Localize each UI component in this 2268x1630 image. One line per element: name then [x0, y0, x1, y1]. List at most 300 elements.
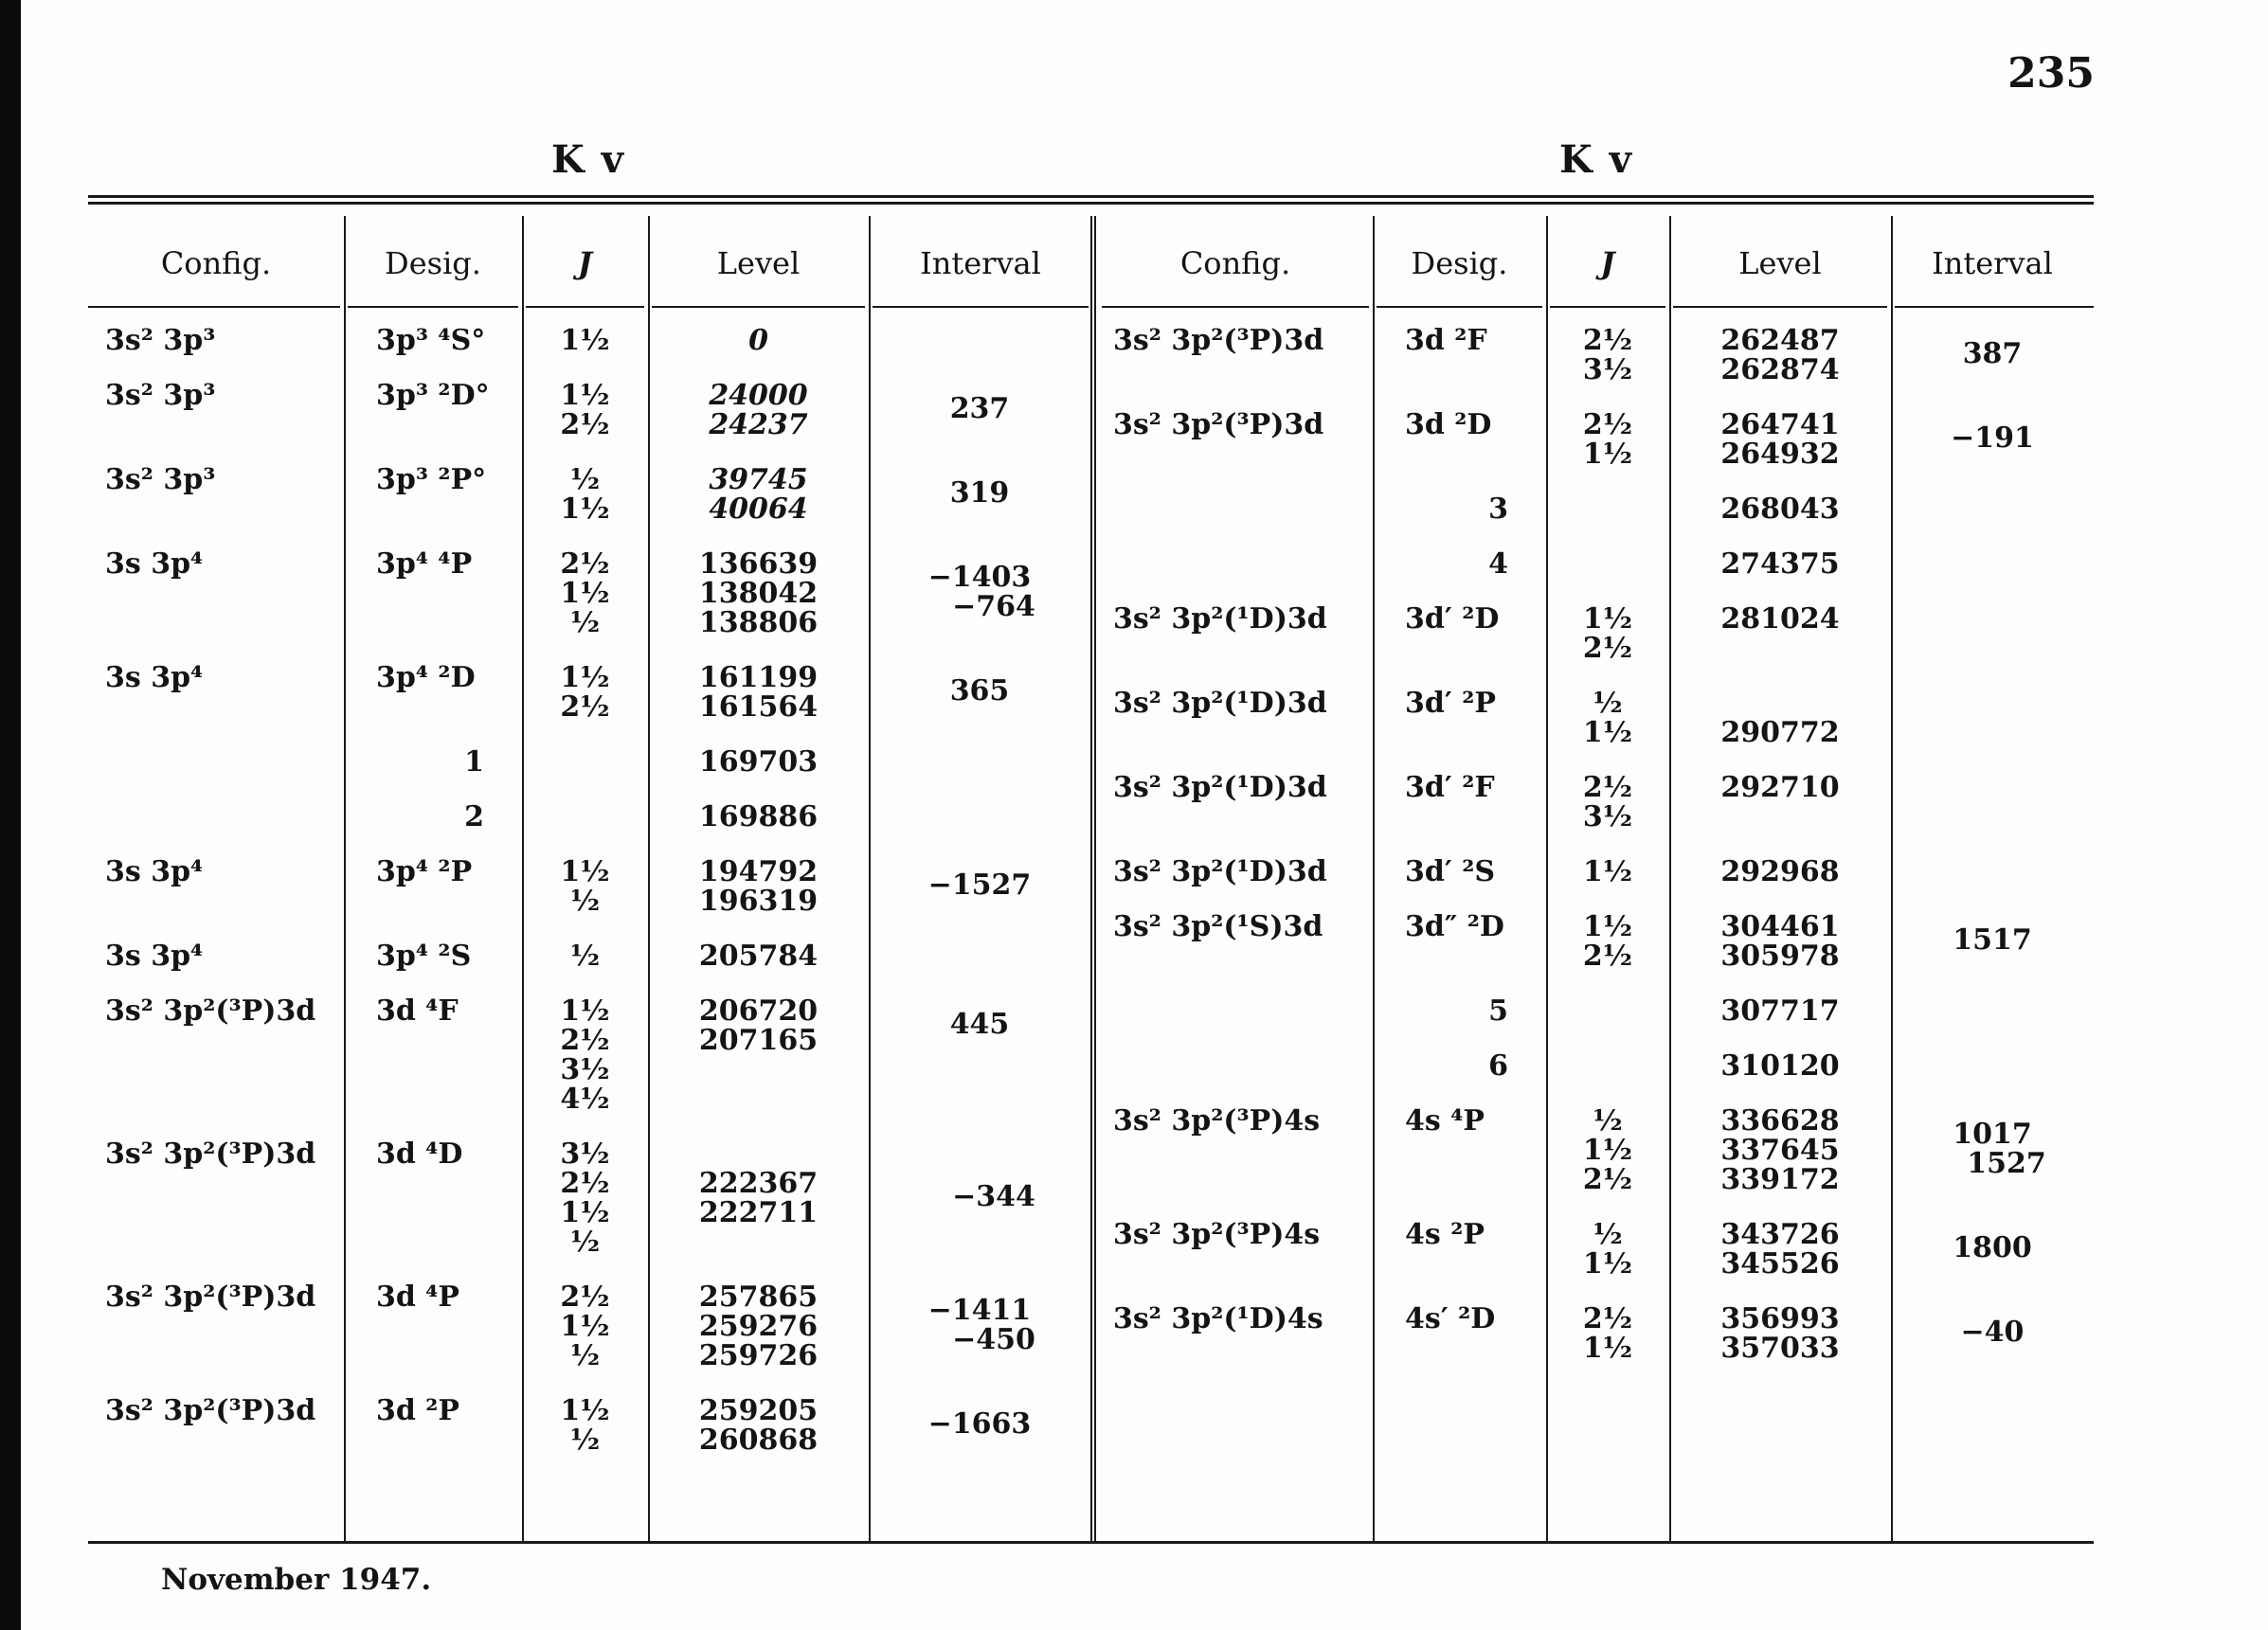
- j-value: 1½: [560, 493, 610, 526]
- j-value: ½: [569, 940, 601, 973]
- level-cell: [1669, 549, 1891, 579]
- header-underline: [88, 306, 340, 308]
- j-cell: [1546, 689, 1669, 747]
- j-value: 3½: [560, 1137, 610, 1171]
- interval-cell: [869, 996, 1090, 1114]
- j-value: 1½: [1582, 855, 1633, 888]
- config-cell: 3s² 3p³: [105, 324, 216, 357]
- left-table-body: [88, 326, 1090, 1529]
- level-value: 169703: [698, 745, 819, 779]
- j-value: 1½: [560, 577, 610, 610]
- j-value: 2½: [1582, 632, 1633, 665]
- header-underline: [1377, 306, 1542, 308]
- table-row: [1096, 773, 2094, 832]
- header-underline: [1673, 306, 1887, 308]
- desig-cell: 3d′ ²P: [1405, 687, 1496, 720]
- interval-value: −764: [952, 590, 1035, 623]
- j-value: ½: [569, 885, 601, 918]
- level-value: 206720: [698, 994, 819, 1028]
- j-value: ½: [569, 1424, 601, 1457]
- j-value: 3½: [560, 1053, 610, 1086]
- level-value: 24237: [709, 408, 808, 441]
- desig-cell: 3d ⁴F: [376, 994, 459, 1028]
- interval-cell: [1891, 549, 2094, 579]
- level-value: 161199: [698, 661, 819, 694]
- j-cell: [522, 1396, 648, 1455]
- table-row: [1096, 549, 2094, 579]
- level-value: 304461: [1720, 910, 1840, 943]
- interval-cell: [1891, 996, 2094, 1026]
- header-underline: [1895, 306, 2094, 308]
- interval-cell: [1891, 1106, 2094, 1194]
- j-cell: [522, 802, 648, 832]
- level-cell: [648, 802, 869, 832]
- interval-value: −1663: [927, 1407, 1032, 1441]
- level-value: 339172: [1720, 1163, 1840, 1196]
- interval-cell: [1891, 1304, 2094, 1363]
- table-row: [88, 663, 1090, 722]
- level-value: 357033: [1720, 1332, 1840, 1365]
- desig-cell: 3d′ ²D: [1405, 602, 1500, 636]
- level-value: 264932: [1720, 438, 1840, 471]
- j-cell: [522, 465, 648, 524]
- level-cell: [648, 747, 869, 777]
- j-value: 1½: [560, 1394, 610, 1427]
- level-value: 345526: [1720, 1247, 1840, 1281]
- level-value: 307717: [1720, 994, 1840, 1028]
- interval-cell: [869, 1282, 1090, 1370]
- j-cell: [1546, 1220, 1669, 1279]
- j-cell: [1546, 494, 1669, 524]
- j-value: 1½: [560, 661, 610, 694]
- table-row: [1096, 689, 2094, 747]
- interval-cell: [869, 381, 1090, 439]
- j-value: ½: [569, 463, 601, 496]
- level-cell: [1669, 1220, 1891, 1279]
- level-value: 257865: [698, 1281, 819, 1314]
- desig-cell: 3p⁴ ²P: [376, 855, 473, 888]
- j-value: ½: [1593, 687, 1623, 720]
- level-cell: [648, 663, 869, 722]
- level-cell: [1669, 912, 1891, 971]
- desig-cell: 5: [1488, 994, 1508, 1028]
- desig-cell: 4s ⁴P: [1405, 1104, 1485, 1137]
- right-table-title: K v: [1559, 137, 1633, 182]
- table-row: [1096, 1220, 2094, 1279]
- j-cell: [1546, 996, 1669, 1026]
- j-value: 1½: [560, 994, 610, 1028]
- interval-value: 1017: [1953, 1118, 2032, 1151]
- config-cell: 3s 3p⁴: [105, 547, 204, 581]
- j-value: 1½: [1582, 716, 1633, 749]
- interval-cell: [1891, 1220, 2094, 1279]
- level-value: 356993: [1720, 1302, 1840, 1335]
- j-value: 1½: [560, 324, 610, 357]
- config-cell: 3s² 3p²(³P)3d: [1113, 408, 1324, 441]
- j-value: 2½: [560, 1024, 610, 1057]
- table-top-rule: [88, 195, 2094, 205]
- j-value: 1½: [1582, 1332, 1633, 1365]
- desig-cell: 1: [464, 745, 484, 779]
- j-cell: [522, 1139, 648, 1257]
- desig-cell: 3: [1488, 493, 1508, 526]
- level-value: 196319: [698, 885, 819, 918]
- interval-value: 237: [949, 392, 1010, 425]
- interval-cell: [1891, 689, 2094, 747]
- level-cell: [648, 857, 869, 916]
- j-value: 1½: [1582, 910, 1633, 943]
- header-interval-left: Interval: [920, 245, 1041, 281]
- header-underline: [526, 306, 644, 308]
- desig-cell: 3d ⁴D: [376, 1137, 463, 1171]
- j-cell: [1546, 857, 1669, 887]
- j-cell: [1546, 1051, 1669, 1081]
- level-value: 290772: [1720, 716, 1840, 749]
- header-level-left: Level: [716, 245, 801, 281]
- j-value: 1½: [1582, 1247, 1633, 1281]
- j-value: 4½: [560, 1083, 610, 1116]
- config-cell: 3s² 3p²(¹S)3d: [1113, 910, 1323, 943]
- level-cell: [648, 326, 869, 355]
- right-rows: [1096, 326, 2094, 1388]
- header-desig-right: Desig.: [1411, 245, 1508, 281]
- j-value: 1½: [560, 379, 610, 412]
- config-cell: 3s 3p⁴: [105, 940, 204, 973]
- table-row: [88, 381, 1090, 439]
- level-cell: [1669, 1106, 1891, 1194]
- level-value: 262487: [1720, 324, 1840, 357]
- config-cell: [1096, 549, 1373, 579]
- config-cell: 3s² 3p²(¹D)3d: [1113, 687, 1327, 720]
- interval-value: −191: [1951, 421, 2034, 455]
- interval-value: 365: [949, 674, 1010, 708]
- level-value: 169886: [698, 800, 819, 833]
- table-row: [88, 549, 1090, 637]
- j-value: ½: [1593, 1104, 1623, 1137]
- table-row: [88, 1139, 1090, 1257]
- level-value: 292968: [1720, 855, 1840, 888]
- j-value: 3½: [1582, 800, 1633, 833]
- j-cell: [1546, 1106, 1669, 1194]
- level-value: 136639: [698, 547, 819, 581]
- level-cell: [648, 549, 869, 637]
- desig-cell: 3p⁴ ²S: [376, 940, 472, 973]
- interval-value: −344: [952, 1180, 1035, 1213]
- config-cell: 3s² 3p²(³P)3d: [105, 1137, 316, 1171]
- desig-cell: 3p³ ²P°: [376, 463, 487, 496]
- j-value: 2½: [560, 1281, 610, 1314]
- header-underline: [1550, 306, 1665, 308]
- j-value: 1½: [560, 855, 610, 888]
- footer-date: November 1947.: [161, 1563, 432, 1597]
- level-value: 138806: [698, 606, 819, 639]
- desig-cell: 3d ⁴P: [376, 1281, 459, 1314]
- j-cell: [1546, 773, 1669, 832]
- level-value: 259205: [698, 1394, 819, 1427]
- header-interval-right: Interval: [1932, 245, 2053, 281]
- desig-cell: 3d′ ²S: [1405, 855, 1496, 888]
- interval-cell: [869, 747, 1090, 777]
- desig-cell: 3p³ ⁴S°: [376, 324, 486, 357]
- config-cell: 3s² 3p²(³P)3d: [105, 994, 316, 1028]
- j-value: 2½: [1582, 1163, 1633, 1196]
- config-cell: 3s 3p⁴: [105, 855, 204, 888]
- header-underline: [873, 306, 1089, 308]
- table-row: [1096, 410, 2094, 469]
- level-value: 310120: [1720, 1049, 1840, 1083]
- header-underline: [348, 306, 518, 308]
- j-cell: [1546, 1304, 1669, 1363]
- config-cell: 3s 3p⁴: [105, 661, 204, 694]
- table-row: [88, 326, 1090, 355]
- config-cell: [88, 747, 344, 777]
- config-cell: [1096, 494, 1373, 524]
- level-cell: [1669, 689, 1891, 747]
- desig-cell: 2: [464, 800, 484, 833]
- j-value: 1½: [1582, 438, 1633, 471]
- desig-cell: 3d′ ²F: [1405, 771, 1495, 804]
- desig-cell: 3p³ ²D°: [376, 379, 490, 412]
- level-cell: [1669, 326, 1891, 385]
- j-value: 1½: [1582, 602, 1633, 636]
- table-row: [1096, 1051, 2094, 1081]
- j-cell: [522, 857, 648, 916]
- level-cell: [648, 465, 869, 524]
- desig-cell: 4s′ ²D: [1405, 1302, 1496, 1335]
- interval-value: −1403: [927, 561, 1032, 594]
- interval-value: [869, 1153, 1090, 1182]
- interval-cell: [869, 549, 1090, 637]
- desig-cell: 6: [1488, 1049, 1508, 1083]
- left-table-title: K v: [551, 137, 625, 182]
- j-value: 1½: [560, 1310, 610, 1343]
- j-value: 2½: [560, 408, 610, 441]
- level-value: 292710: [1720, 771, 1840, 804]
- config-cell: 3s² 3p²(¹D)3d: [1113, 855, 1327, 888]
- header-level-right: Level: [1738, 245, 1822, 281]
- interval-cell: [869, 465, 1090, 524]
- level-value: 259726: [698, 1339, 819, 1372]
- j-cell: [1546, 410, 1669, 469]
- j-cell: [522, 326, 648, 355]
- table-row: [1096, 604, 2094, 663]
- interval-value: 1800: [1953, 1231, 2032, 1264]
- interval-value: −1527: [927, 869, 1032, 902]
- interval-value: 319: [949, 476, 1010, 510]
- interval-cell: [1891, 494, 2094, 524]
- table-row: [88, 857, 1090, 916]
- interval-cell: [1891, 326, 2094, 385]
- level-value: 40064: [709, 493, 808, 526]
- level-value: 343726: [1720, 1218, 1840, 1251]
- level-cell: [1669, 410, 1891, 469]
- level-value: 260868: [698, 1424, 819, 1457]
- table-row: [88, 996, 1090, 1114]
- interval-cell: [869, 857, 1090, 916]
- j-cell: [522, 663, 648, 722]
- table-row: [88, 747, 1090, 777]
- j-value: 2½: [1582, 1302, 1633, 1335]
- j-value: 2½: [1582, 940, 1633, 973]
- level-value: 205784: [698, 940, 819, 973]
- config-cell: [1096, 996, 1373, 1026]
- interval-cell: [869, 1139, 1090, 1257]
- header-j-right: J: [1600, 245, 1615, 281]
- j-value: 1½: [1582, 1134, 1633, 1167]
- level-cell: [1669, 773, 1891, 832]
- table-row: [1096, 326, 2094, 385]
- level-value: 264741: [1720, 408, 1840, 441]
- header-underline: [652, 306, 865, 308]
- desig-cell: 3d ²F: [1405, 324, 1487, 357]
- level-value: 161564: [698, 690, 819, 724]
- j-value: ½: [569, 606, 601, 639]
- level-value: 274375: [1720, 547, 1840, 581]
- j-value: 2½: [1582, 408, 1633, 441]
- table-bottom-rule: [88, 1541, 2094, 1544]
- level-cell: [1669, 1051, 1891, 1081]
- left-rows: [88, 326, 1090, 1480]
- interval-cell: [869, 326, 1090, 355]
- j-value: 2½: [560, 1167, 610, 1200]
- desig-cell: 4: [1488, 547, 1508, 581]
- interval-cell: [869, 1396, 1090, 1455]
- level-value: 336628: [1720, 1104, 1840, 1137]
- interval-cell: [1891, 410, 2094, 469]
- level-cell: [1669, 604, 1891, 663]
- table-row: [88, 1396, 1090, 1455]
- j-value: 2½: [560, 547, 610, 581]
- level-value: 207165: [698, 1024, 819, 1057]
- table-row: [88, 941, 1090, 971]
- interval-cell: [1891, 1051, 2094, 1081]
- level-value: 24000: [709, 379, 808, 412]
- j-cell: [522, 1282, 648, 1370]
- j-cell: [1546, 326, 1669, 385]
- j-value: 2½: [1582, 771, 1633, 804]
- config-cell: 3s² 3p²(¹D)4s: [1113, 1302, 1323, 1335]
- level-cell: [648, 1282, 869, 1370]
- table-row: [1096, 1304, 2094, 1363]
- interval-value: 387: [1962, 337, 2023, 370]
- interval-cell: [869, 663, 1090, 722]
- j-cell: [522, 941, 648, 971]
- level-cell: [648, 941, 869, 971]
- j-cell: [522, 549, 648, 637]
- j-value: 1½: [560, 1196, 610, 1229]
- interval-value: 445: [949, 1008, 1010, 1041]
- level-cell: [1669, 857, 1891, 887]
- interval-value: −1411: [927, 1294, 1032, 1327]
- config-cell: 3s² 3p²(³P)4s: [1113, 1218, 1321, 1251]
- j-cell: [522, 996, 648, 1114]
- config-cell: 3s² 3p²(¹D)3d: [1113, 602, 1327, 636]
- config-cell: 3s² 3p²(³P)4s: [1113, 1104, 1321, 1137]
- level-cell: [1669, 494, 1891, 524]
- config-cell: 3s² 3p³: [105, 379, 216, 412]
- table-row: [1096, 996, 2094, 1026]
- config-cell: 3s² 3p²(³P)3d: [105, 1394, 316, 1427]
- level-value: 194792: [698, 855, 819, 888]
- j-cell: [522, 381, 648, 439]
- table-row: [88, 1282, 1090, 1370]
- level-value: 0: [748, 324, 768, 357]
- page-binding-edge: [0, 0, 21, 1630]
- config-cell: 3s² 3p²(³P)3d: [105, 1281, 316, 1314]
- interval-cell: [1891, 912, 2094, 971]
- interval-cell: [1891, 604, 2094, 663]
- config-cell: [1096, 1051, 1373, 1081]
- interval-value: −40: [1960, 1316, 2025, 1349]
- interval-value: 1517: [1953, 923, 2032, 957]
- level-value: 305978: [1720, 940, 1840, 973]
- header-underline: [1102, 306, 1369, 308]
- desig-cell: 4s ²P: [1405, 1218, 1485, 1251]
- desig-cell: 3d″ ²D: [1405, 910, 1504, 943]
- level-value: 268043: [1720, 493, 1840, 526]
- desig-cell: 3p⁴ ⁴P: [376, 547, 473, 581]
- config-cell: [88, 802, 344, 832]
- level-cell: [648, 381, 869, 439]
- interval-value: 1527: [1967, 1147, 2046, 1180]
- desig-cell: 3d ²D: [1405, 408, 1492, 441]
- table-row: [1096, 912, 2094, 971]
- level-value: [1669, 689, 1891, 718]
- level-value: 138042: [698, 577, 819, 610]
- level-value: 222367: [698, 1167, 819, 1200]
- table-row: [1096, 857, 2094, 887]
- header-j-left: J: [577, 245, 593, 281]
- config-cell: 3s² 3p²(¹D)3d: [1113, 771, 1327, 804]
- table-row: [88, 465, 1090, 524]
- level-cell: [648, 996, 869, 1114]
- j-cell: [522, 747, 648, 777]
- j-value: ½: [1593, 1218, 1623, 1251]
- interval-cell: [1891, 773, 2094, 832]
- energy-level-table: [88, 195, 2094, 1542]
- header-config-right: Config.: [1179, 245, 1291, 281]
- table-row: [1096, 494, 2094, 524]
- j-value: ½: [569, 1226, 601, 1259]
- level-value: [648, 1139, 869, 1169]
- header-desig-left: Desig.: [385, 245, 481, 281]
- desig-cell: 3p⁴ ²D: [376, 661, 476, 694]
- interval-value: −450: [952, 1323, 1035, 1356]
- header-config-left: Config.: [160, 245, 272, 281]
- j-value: ½: [569, 1339, 601, 1372]
- level-value: 337645: [1720, 1134, 1840, 1167]
- level-cell: [1669, 1304, 1891, 1363]
- page-number: 235: [2007, 49, 2095, 98]
- desig-cell: 3d ²P: [376, 1394, 459, 1427]
- interval-cell: [869, 941, 1090, 971]
- config-cell: 3s² 3p³: [105, 463, 216, 496]
- level-cell: [648, 1396, 869, 1455]
- level-value: 259276: [698, 1310, 819, 1343]
- level-value: 39745: [709, 463, 808, 496]
- interval-cell: [1891, 857, 2094, 887]
- table-row: [1096, 1106, 2094, 1194]
- j-cell: [1546, 549, 1669, 579]
- level-value: 262874: [1720, 353, 1840, 386]
- right-table-body: [1096, 326, 2094, 1529]
- table-row: [88, 802, 1090, 832]
- level-cell: [648, 1139, 869, 1257]
- level-cell: [1669, 996, 1891, 1026]
- j-cell: [1546, 604, 1669, 663]
- config-cell: 3s² 3p²(³P)3d: [1113, 324, 1324, 357]
- j-value: 3½: [1582, 353, 1633, 386]
